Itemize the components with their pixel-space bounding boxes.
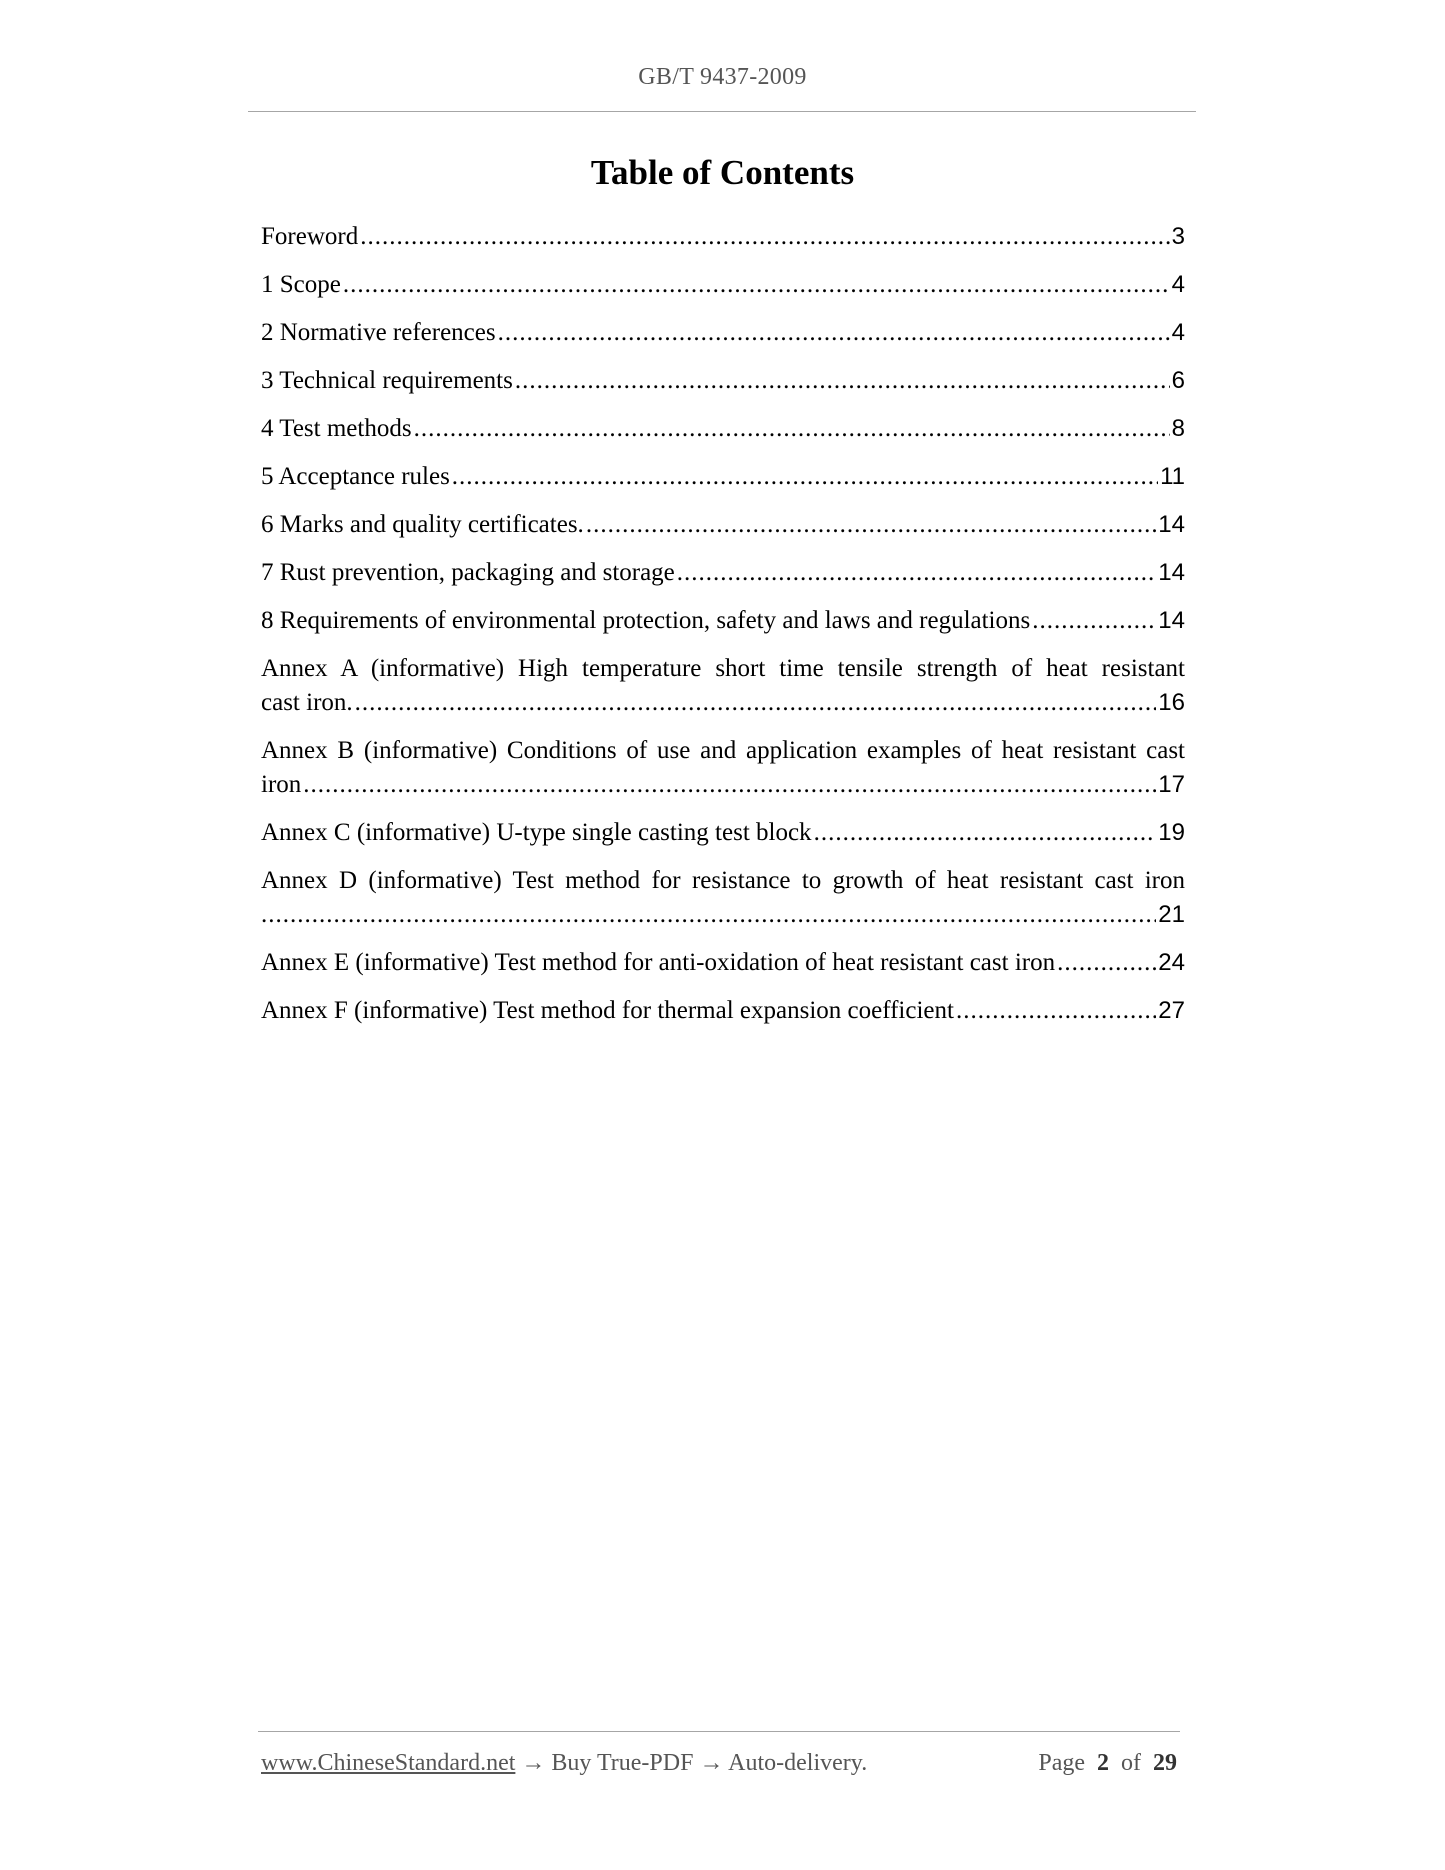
of-word: of (1121, 1750, 1141, 1776)
toc-entry-page: 24 (1158, 949, 1185, 976)
toc-entry-annex-c[interactable] (261, 816, 1185, 850)
arrow-right-icon: → (699, 1750, 724, 1776)
toc-entry-page: 14 (1158, 511, 1185, 538)
toc-entry-page: 14 (1158, 607, 1185, 634)
page-word: Page (1038, 1750, 1085, 1776)
toc-entry-annex-b[interactable] (261, 734, 1185, 802)
toc-entry-normative-references[interactable] (261, 316, 1185, 350)
toc-entry-annex-e[interactable] (261, 946, 1185, 980)
toc-entry-label-line2: iron (261, 771, 302, 798)
toc-entry-label-line2: cast iron. (261, 689, 353, 716)
page-indicator (1038, 1750, 1177, 1777)
toc-entry-rust-prevention[interactable] (261, 556, 1185, 590)
toc-entry-label: Annex F (informative) Test method for thermal expansion coefficient (261, 997, 954, 1024)
toc-entry-scope[interactable] (261, 268, 1185, 302)
toc-entry-page: 4 (1171, 271, 1185, 298)
toc-entry-page: 16 (1158, 689, 1185, 716)
toc-entry-page: 21 (1158, 901, 1185, 928)
dot-leader (814, 816, 1157, 850)
buy-pdf-text: Buy True-PDF (551, 1750, 694, 1776)
toc-entry-label: 1 Scope (261, 271, 341, 298)
toc-entry-foreword[interactable] (261, 220, 1185, 254)
toc-entry-page: 3 (1171, 223, 1185, 250)
toc-entry-label: 6 Marks and quality certificates. (261, 511, 584, 538)
arrow-right-icon: → (521, 1750, 546, 1776)
toc-entry-label: 8 Requirements of environmental protection, safety and laws and regulations (261, 607, 1031, 634)
toc-entry-page: 11 (1160, 463, 1185, 490)
toc-entry-page: 27 (1158, 997, 1185, 1024)
toc-entry-annex-a[interactable] (261, 652, 1185, 720)
table-of-contents (261, 220, 1185, 1042)
toc-entry-annex-f[interactable] (261, 994, 1185, 1028)
toc-entry-label-line1: Annex A (informative) High temperature short time tensile strength of heat resistant (261, 655, 1185, 682)
toc-entry-page: 19 (1158, 819, 1185, 846)
dot-leader (343, 268, 1170, 302)
dot-leader (1032, 604, 1156, 638)
current-page-number: 2 (1097, 1750, 1109, 1776)
toc-entry-test-methods[interactable] (261, 412, 1185, 446)
toc-entry-acceptance-rules[interactable] (261, 460, 1185, 494)
dot-leader (956, 994, 1156, 1028)
toc-entry-label: 4 Test methods (261, 415, 412, 442)
toc-entry-label-line1: Annex B (informative) Conditions of use and application examples of heat resistant cast (261, 737, 1185, 764)
dot-leader (677, 556, 1157, 590)
dot-leader (360, 220, 1169, 254)
toc-entry-label: Foreword (261, 223, 359, 250)
toc-entry-page: 14 (1158, 559, 1185, 586)
toc-entry-environmental-requirements[interactable] (261, 604, 1185, 638)
dot-leader (355, 686, 1157, 720)
dot-leader (261, 898, 1156, 932)
toc-entry-page: 4 (1171, 319, 1185, 346)
toc-entry-marks-quality-certificates[interactable] (261, 508, 1185, 542)
auto-delivery-text: Auto-delivery. (728, 1750, 868, 1776)
total-pages-number: 29 (1153, 1750, 1177, 1776)
dot-leader (498, 316, 1170, 350)
toc-entry-page: 8 (1171, 415, 1185, 442)
toc-entry-page: 6 (1171, 367, 1185, 394)
toc-entry-label: Annex C (informative) U-type single casting test block (261, 819, 812, 846)
header-divider (248, 111, 1196, 112)
toc-entry-label: Annex E (informative) Test method for anti-oxidation of heat resistant cast iron (261, 949, 1056, 976)
dot-leader (452, 460, 1158, 494)
toc-entry-label: 3 Technical requirements (261, 367, 513, 394)
toc-title: Table of Contents (590, 153, 855, 192)
toc-entry-label: 5 Acceptance rules (261, 463, 450, 490)
footer-promo (261, 1750, 867, 1777)
dot-leader (515, 364, 1170, 398)
toc-entry-annex-d[interactable] (261, 864, 1185, 932)
footer-divider (258, 1731, 1180, 1732)
toc-entry-technical-requirements[interactable] (261, 364, 1185, 398)
dot-leader (414, 412, 1170, 446)
toc-entry-label: 7 Rust prevention, packaging and storage (261, 559, 675, 586)
running-header: GB/T 9437-2009 (638, 64, 807, 90)
dot-leader (586, 508, 1156, 542)
toc-entry-page: 17 (1158, 771, 1185, 798)
dot-leader (1057, 946, 1156, 980)
dot-leader (303, 768, 1156, 802)
toc-entry-label: 2 Normative references (261, 319, 496, 346)
toc-entry-label-line1: Annex D (informative) Test method for resistance to growth of heat resistant cast iron (261, 867, 1185, 894)
site-link[interactable]: www.ChineseStandard.net (261, 1750, 516, 1776)
page-footer (261, 1750, 1177, 1777)
